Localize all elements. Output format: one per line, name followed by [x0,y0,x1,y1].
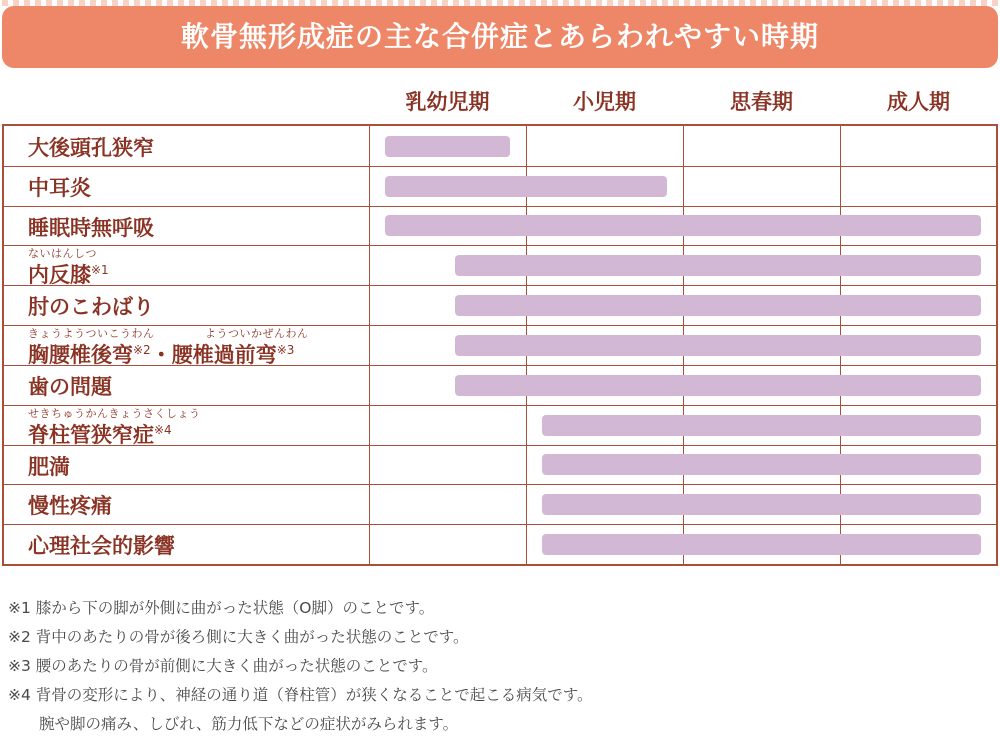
duration-bar [455,375,981,396]
period-label-4: 成人期 [887,90,950,114]
row-label [28,490,112,520]
ruby-text: きょうようついこうわん [28,327,155,341]
duration-bar [455,335,981,356]
row-divider [2,484,998,485]
row-divider [2,285,998,286]
ruby-text: せきちゅうかんきょうさくしょう [28,406,201,420]
row-label [28,451,70,481]
duration-bar [455,255,981,276]
row-label [28,339,294,369]
title-banner [2,6,998,68]
row-label-text: 肘のこわばり [28,295,154,320]
footnote-4: ※4 背骨の変形により、神経の通り道（脊柱管）が狭くなることで起こる病気です。 [8,686,593,704]
period-label-3: 思春期 [730,90,793,114]
column-divider [369,126,370,564]
ruby-text: ないはんしつ [28,247,97,261]
row-label-text: 脊柱管狭窄症 [28,422,154,447]
duration-bar [385,215,982,236]
row-label-text: 慢性疼痛 [28,494,112,519]
footnote-3: ※3 腰のあたりの骨が前側に大きく曲がった状態のことです。 [8,657,438,675]
row-label [28,259,109,289]
row-label [28,291,154,321]
duration-bar [542,454,982,475]
row-label-text: 心理社会的影響 [28,534,175,559]
period-label-2: 小児期 [573,90,636,114]
row-label [28,371,112,401]
row-label [28,419,172,449]
footnote-1: ※1 膝から下の脚が外側に曲がった状態（O脚）のことです。 [8,599,435,617]
row-label-text: 肥満 [28,454,70,479]
row-label [28,212,154,242]
row-label [28,530,175,560]
row-label-text: 大後頭孔狭窄 [28,136,154,160]
row-label [28,132,154,162]
footnote-marker: ※3 [276,343,295,358]
row-divider [2,206,998,207]
footnote-marker: ※4 [154,422,172,437]
row-label-text: 内反膝 [28,263,91,288]
period-label-1: 乳幼児期 [405,90,490,114]
row-divider [2,166,998,167]
row-label-text: 中耳炎 [28,175,91,200]
ruby-text: ようついかぜんわん [205,327,309,341]
footnote-2: ※2 背中のあたりの骨が後ろ側に大きく曲がった状態のことです。 [8,628,469,646]
row-divider [2,245,998,246]
footnote-marker: ※2 [133,343,151,358]
duration-bar [385,176,668,197]
duration-bar [385,136,511,157]
row-label-text: 歯の問題 [28,374,112,399]
duration-bar [455,295,981,316]
row-label-text-2: ・腰椎過前弯 [150,343,277,368]
row-divider [2,524,998,525]
footnote-4-continued: 腕や脚の痛み、しびれ、筋力低下などの症状がみられます。 [8,715,459,733]
duration-bar [542,415,982,436]
row-label [28,172,91,202]
row-label-text: 睡眠時無呼吸 [28,215,154,240]
duration-bar [542,534,982,555]
chart-title: 軟骨無形成症の主な合併症とあらわれやすい時期 [180,20,819,53]
footnote-marker: ※1 [91,263,109,278]
row-label-text: 胸腰椎後弯 [28,343,133,368]
duration-bar [542,494,982,515]
